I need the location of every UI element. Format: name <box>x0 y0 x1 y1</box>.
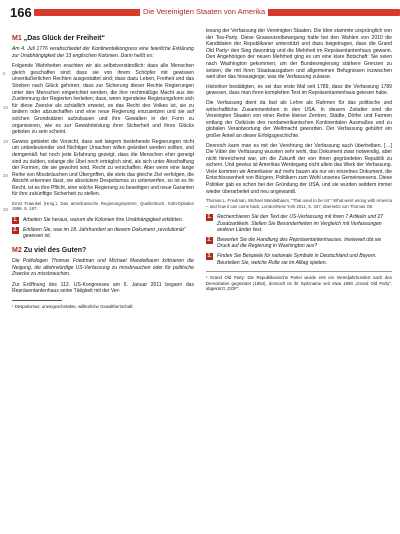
page-header <box>0 0 400 22</box>
task-item <box>206 237 392 250</box>
m1-paragraph: Folgende Wahrheiten erachten wir als selbstverständlich: dass alle Menschen gleich geschaffen sind; dass sie von ihrem Schöpfer mit gewissen unveräußerlichen Rechten ausgestattet sind; dass dazu Leben, Freiheit und das Streben nach Glück gehören; dass zur Sicherung dieser Rechte Regierungen unter den Menschen eingerichtet werden, die ihre rechtmäßige Macht aus der Zustimmung der Regierten herleiten; dass, wenn irgendeine Regierungsform sich für diese Zwecke als schädlich erweist, es das Recht des Volkes ist, sie zu ändern oder abzuschaffen und eine neue Regierung einzusetzen und sie auf solchen Grundsätzen aufzubauen und ihre Gewalten in der Form zu organisieren, wie es zur Gewährleistung ihrer Sicherheit und ihres Glücks geboten zu sein scheint. <box>12 63 194 136</box>
task-text: Bewerten Sie die Handlung des Repräsentantenhauses. Inwieweit übt sie Druck auf die Regierung in Washington aus? <box>217 236 382 250</box>
m1-code: M1 <box>12 35 22 42</box>
footnote: ¹ Despotismus: uneingeschränkte, willkürliche Gewaltherrschaft <box>12 303 133 309</box>
task-text: Erklären Sie, was im 18. Jahrhundert an diesem Dokument „revolutionär“ gewesen ist. <box>23 226 186 240</box>
task-number: 1. <box>207 214 212 221</box>
m2-title: Zu viel des Guten? <box>23 247 87 255</box>
task-number: 2. <box>13 226 18 233</box>
left-column <box>3 28 194 312</box>
line-number: 10 <box>3 105 9 111</box>
line-number: 5 <box>3 71 6 77</box>
m1-intro: Am 4. Juli 1776 verabschiedet der Kontinentalkongress eine feierliche Erklärung zur Unabhängigkeit der 13 englischen Kolonien. Darin heißt es: <box>12 46 194 59</box>
m2-paragraph: lesung der Verfassung der Vereinigten Staaten. Die Idee stammte ursprünglich von der Tea-Party. Diese Graswurzelbewegung hatte bei den Wahlen von 2010 die Kandidaten der Republikaner unterstützt und dazu beigetragen, dass die Grand Old Party¹ den Sieg davontrug und die Mehrheit im Repräsentantenhaus gewann. Den Angehörigen der neuen Mehrheit ging es um eine klare Botschaft: Sie seien nach Washington gekommen, um der Bundesregierung stärkere Grenzen zu setzen, die mit ihren Staatsausgaben und allgemeinen Befugnissen inzwischen weit über das hinausginge, was die Verfassung zulasse. <box>206 28 392 81</box>
task-item <box>12 227 194 240</box>
m1-heading <box>12 34 194 43</box>
m1-source: Ernst Fraenkel (Hrsg.), Das amerikanische Regierungssystem, Quellenbuch, Köln/Opladen 1959, S. 187. <box>12 201 194 212</box>
line-number: 15 <box>3 139 9 145</box>
chapter-title: Die Vereinigten Staaten von Amerika <box>140 7 268 16</box>
task-item <box>12 217 194 224</box>
right-column <box>206 28 392 294</box>
m1-title: „Das Glück der Freiheit“ <box>23 35 105 42</box>
m2-paragraph: Dennoch kann man es mit der Verehrung der Verfassung auch übertreiben. […] Die Väter der Verfassung wussten sehr wohl, das Dokument zwar notwendig, aber nicht hinreichend war, um die Zukunft der von ihnen gegründeten Republik zu sichern. Und gewiss ist Amerikas Werdegang nicht allein das Werk der Verfassung. Viele kommen wir Amerikaner auf mehr bauen als nur ein einzelnes Dokument, die Entschlossenheit von Bürgern, Politikern zum Wohl unseres Gemeinwesens. Diese Politiker gab es schon bei der Gründung der USA, und sie wurden seitdem immer wieder überarbeitet und neu angewandt. <box>206 142 392 195</box>
m2-paragraph: Zur Eröffnung des 112. US-Kongresses am 5. Januar 2011 begann das Repräsentantenhaus seine Tätigkeit mit der Ver- <box>12 281 194 295</box>
m2-intro: Die Politologen Thomas Friedman und Michael Mandelbaum kritisieren die Neigung, die altehrwürdige US-Verfassung zu missbrauchen oder für politische Zwecke zu missbrauchen. <box>12 258 194 278</box>
task-item <box>206 253 392 266</box>
m2-source: Thomas L. Friedman, Michael Mandelbaum, "That used to be Us": What went wrong with America – and how it can come back, London/New York 2011, S. 337, übersetzt von Thomas Ott <box>206 198 392 209</box>
line-number: 25 <box>3 207 9 213</box>
footnote-rule <box>12 300 62 301</box>
task-text: Finden Sie Beispiele für nationale Symbole in Deutschland und Bayern. Beurteilen Sie, welche Rolle sie im Alltag spielen. <box>217 253 377 266</box>
task-number: 3. <box>207 253 212 260</box>
m2-code: M2 <box>12 247 22 255</box>
m2-paragraph: Historiker bestätigten, es sei das erste Mal seit 1789, dass die Verfassung 1789 gewesen, dass man ihren kompletten Text im Repräsentantenhaus gelesen habe. <box>206 83 392 97</box>
line-number: 20 <box>3 173 9 179</box>
m2-paragraph: Die Verfassung dient da fast als Lehre als Rahmen für das politische und wirtschaftliche Zusammenleben in den USA. In diesem Zeitalter sind die Vereinigten Staaten von einer Reihe kleiner Zentren, Städte, Dörfer und Farmen entlang der Ostküste des nordamerikanischen Kontinentalen Ausmaßes und zu globalen Verantwortung der Weltmacht geworden. Der Verfassung gebührt ein großer Anteil an dieser Erfolgsgeschichte. <box>206 99 392 139</box>
task-item <box>206 214 392 234</box>
task-text: Arbeiten Sie heraus, warum die Kolonien ihre Unabhängigkeit erklärten. <box>23 216 184 223</box>
task-number: 2. <box>207 236 212 243</box>
m2-heading <box>12 246 194 255</box>
m1-paragraph: Gewiss gebietet die Vorsicht, dass seit langem bestehende Regierungen nicht um unbedeutender und flüchtiger Ursachen willen geändert werden sollten, und demgemäß hat noch jede Erfahrung gezeigt, dass die Menschen eher geneigt sind zu dulden, solange die Übel noch erträglich sind, als sich unter Abschaffung der Formen, die sie gewohnt sind, Recht zu verschaffen. Aber wenn eine lange Reihe von Missbräuchen und Übergriffen, die stets das gleiche Ziel verfolgen, die Absicht erkennen lässt, sie absolutem Despotismus zu unterwerfen, so ist es ihr Recht, ist es ihre Pflicht, eine solche Regierung zu beseitigen und neue Garanten für ihre zukünftige Sicherheit zu stellen. <box>12 138 194 198</box>
task-number: 1. <box>13 216 18 223</box>
page-number: 166 <box>10 5 32 20</box>
gloss-note: ¹ Grand Old Party: Die Republikanische Partei wurde erst ein Vierteljahrhundert nach den Demokraten gegründet (1854), dennoch ist ihr Spitzname seit etwa 1890 „Grand Old Party“, abgekürzt „GOP“. <box>206 271 392 291</box>
task-text: Recherchieren Sie den Text der US-Verfassung mit ihren 7 Artikeln und 27 Zusatzartikeln. Stellen Sie Besonderheiten im Vergleich mit Verfassungen anderer Länder fest. <box>217 214 384 234</box>
